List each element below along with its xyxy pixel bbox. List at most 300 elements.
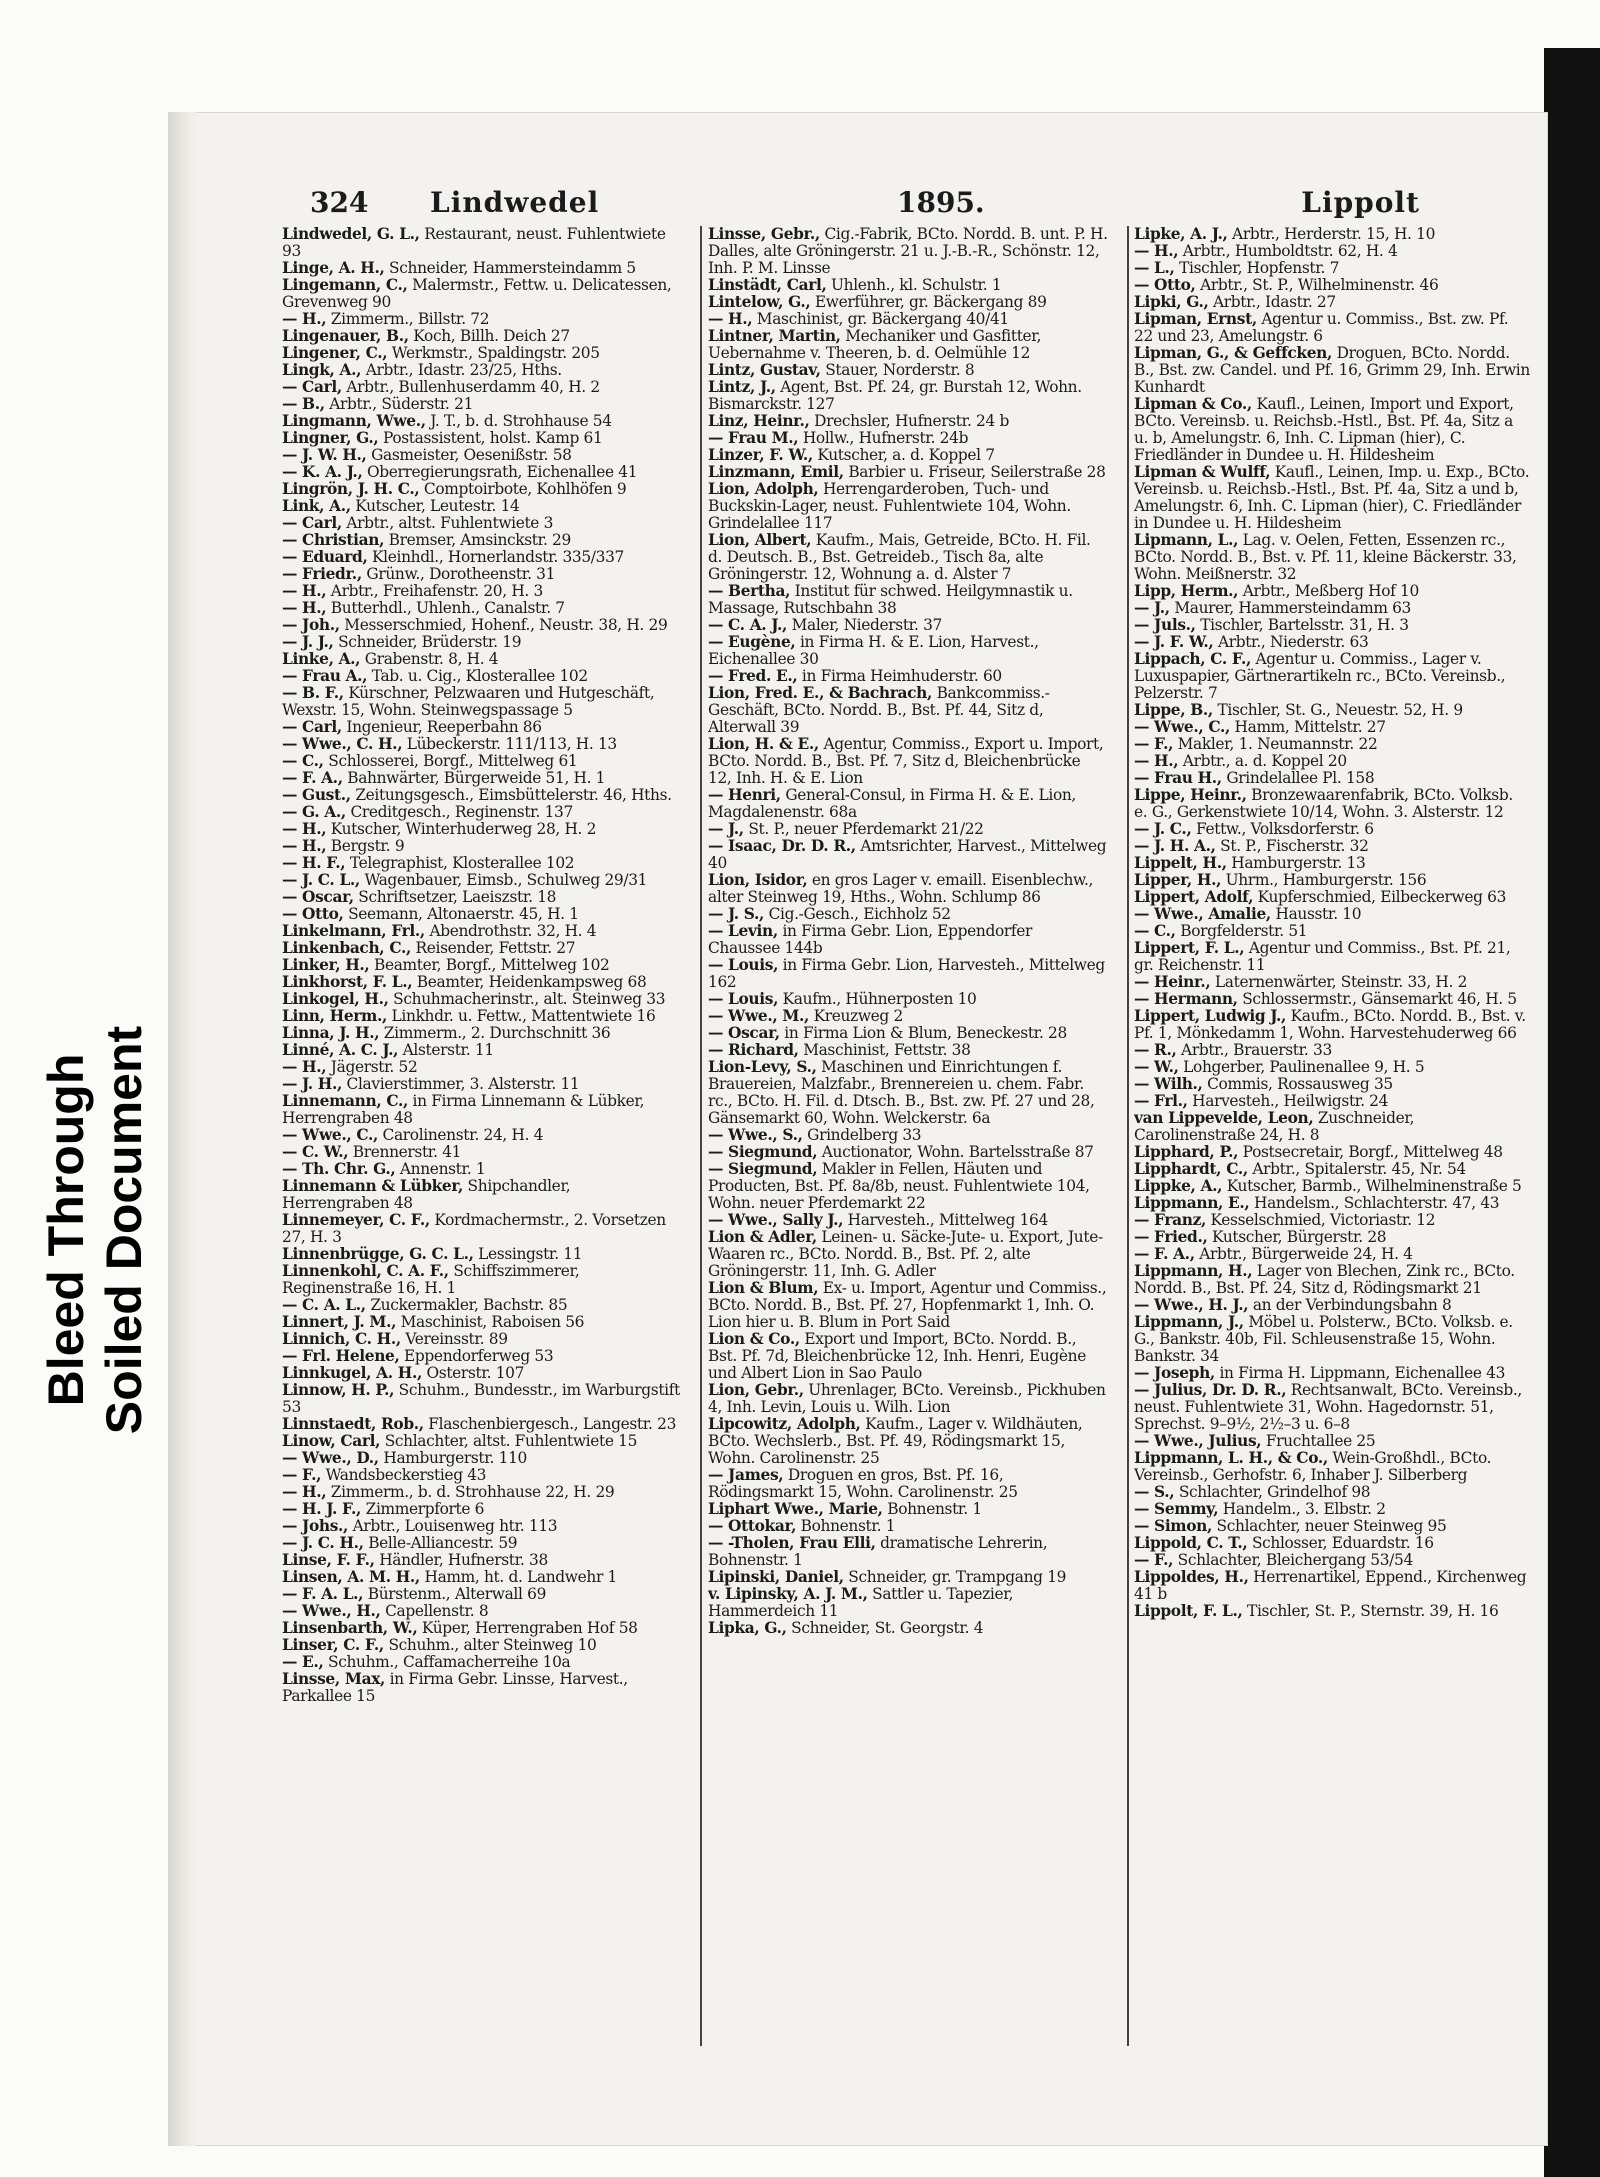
entry-name: Linné, A. C. J.,: [282, 1041, 399, 1059]
directory-entry: [282, 277, 682, 311]
condition-stamp: [40, 700, 150, 1760]
directory-entry: [1134, 940, 1530, 974]
entry-details: Uhlenh., kl. Schulstr. 1: [826, 276, 1002, 294]
entry-details: Malermstr., Fettw. u. Delicatessen, Grevenweg 90: [282, 276, 672, 311]
entry-details: in Firma H. Lippmann, Eichenallee 43: [1214, 1364, 1506, 1382]
entry-name: — Frl. Helene,: [282, 1347, 400, 1365]
entry-details: Vereinsstr. 89: [400, 1330, 508, 1348]
directory-entry: [708, 1144, 1108, 1161]
entry-details: Arbtr., a. d. Koppel 20: [1178, 752, 1347, 770]
entry-name: — Oscar,: [282, 888, 354, 906]
entry-details: Droguen, BCto. Nordd. B., Bst. zw. Candel. und Pf. 16, Grimm 29, Inh. Erwin Kunhardt: [1134, 344, 1530, 396]
directory-entry: [282, 1535, 682, 1552]
entry-name: — Fried.,: [1134, 1228, 1208, 1246]
entry-details: Ex- u. Import, Agentur und Commiss., BCto. Nordd. B., Bst. Pf. 27, Hopfenmarkt 1, Inh. O. Lion hier u. B. Blum in Port Said: [708, 1279, 1107, 1331]
entry-details: Schuhm., Caffamacherreihe 10a: [323, 1653, 571, 1671]
header-year: 1895.: [897, 186, 985, 219]
entry-details: Wandsbeckerstieg 43: [321, 1466, 487, 1484]
directory-entry: [708, 957, 1108, 991]
entry-details: Schuhm., Bundesstr., im Warburgstift 53: [282, 1381, 680, 1416]
directory-entry: [708, 1042, 1108, 1059]
directory-entry: [282, 1348, 682, 1365]
directory-entry: [1134, 906, 1530, 923]
entry-details: Capellenstr. 8: [380, 1602, 489, 1620]
entry-details: Schriftsetzer, Laeiszstr. 18: [353, 888, 557, 906]
directory-entry: [282, 430, 682, 447]
entry-name: Lippert, Ludwig J.,: [1134, 1007, 1287, 1025]
directory-entry: [1134, 1144, 1530, 1161]
entry-name: Lion, Gebr.,: [708, 1381, 804, 1399]
entry-details: Schlossermstr., Gänsemarkt 46, H. 5: [1237, 990, 1517, 1008]
directory-entry: [1134, 1042, 1530, 1059]
directory-entry: [708, 1569, 1108, 1586]
entry-name: Linge, A. H.,: [282, 259, 385, 277]
entry-name: Lipke, A. J.,: [1134, 226, 1228, 243]
entry-details: Agent, Bst. Pf. 24, gr. Burstah 12, Wohn. Bismarckstr. 127: [708, 378, 1082, 413]
entry-details: Hamm, Mittelstr. 27: [1230, 718, 1386, 736]
entry-name: — Frau M.,: [708, 429, 799, 447]
directory-entry: [282, 719, 682, 736]
entry-name: — S.,: [1134, 1483, 1175, 1501]
directory-entry: [282, 1161, 682, 1178]
entry-name: Linser, C. F.,: [282, 1636, 384, 1654]
entry-name: Linker, H.,: [282, 956, 370, 974]
entry-details: Schlachter, Grindelhof 98: [1174, 1483, 1371, 1501]
entry-name: Lingner, G.,: [282, 429, 379, 447]
directory-entry: [1134, 277, 1530, 294]
entry-name: — J. F. W.,: [1134, 633, 1214, 651]
directory-entry: [708, 821, 1108, 838]
directory-entry: [708, 1416, 1108, 1467]
directory-entry: [708, 1280, 1108, 1331]
entry-name: — Wwe., H.,: [282, 1602, 381, 1620]
entry-details: Clavierstimmer, 3. Alsterstr. 11: [342, 1075, 580, 1093]
page-gutter-shadow: [168, 112, 196, 2146]
directory-entry: [282, 515, 682, 532]
entry-details: Arbtr., Meßberg Hof 10: [1238, 582, 1419, 600]
entry-details: Schlosserei, Borgf., Mittelweg 61: [323, 752, 578, 770]
entry-name: Lipman, G., & Geffcken,: [1134, 344, 1333, 362]
directory-entry: [282, 311, 682, 328]
entry-details: Drechsler, Hufnerstr. 24 b: [809, 412, 1009, 430]
entry-details: in Firma Gebr. Lion, Harvesteh., Mittelweg 162: [708, 956, 1105, 991]
entry-name: — H.,: [282, 599, 327, 617]
entry-details: Zimmerm., Billstr. 72: [326, 310, 490, 328]
entry-name: — Julius, Dr. D. R.,: [1134, 1381, 1287, 1399]
entry-details: Bankcommiss.-Geschäft, BCto. Nordd. B., Bst. Pf. 44, Sitz d, Alterwall 39: [708, 684, 1050, 736]
entry-name: — H.,: [1134, 752, 1179, 770]
directory-entry: [708, 226, 1108, 277]
directory-entry: [708, 1535, 1108, 1569]
entry-details: Abendrothstr. 32, H. 4: [424, 922, 597, 940]
entry-name: — J. S.,: [708, 905, 765, 923]
entry-name: — J. H. A.,: [1134, 837, 1216, 855]
directory-entry: [708, 906, 1108, 923]
entry-details: Oberregierungsrath, Eichenallee 41: [362, 463, 638, 481]
directory-entry: [1134, 1246, 1530, 1263]
directory-entry: [708, 413, 1108, 430]
entry-details: Seemann, Altonaerstr. 45, H. 1: [343, 905, 579, 923]
entry-details: Kaufm., Lager v. Wildhäuten, BCto. Wechslerb., Bst. Pf. 49, Rödingsmarkt 15, Wohn. Carolinenstr. 25: [708, 1415, 1083, 1467]
entry-name: — Th. Chr. G.,: [282, 1160, 396, 1178]
entry-details: Annenstr. 1: [395, 1160, 486, 1178]
directory-entry: [282, 1331, 682, 1348]
directory-entry: [282, 1671, 682, 1705]
entry-details: Barbier u. Friseur, Seilerstraße 28: [843, 463, 1106, 481]
directory-entry: [1134, 702, 1530, 719]
entry-name: — H.,: [708, 310, 753, 328]
entry-details: Hollw., Hufnerstr. 24b: [798, 429, 969, 447]
directory-entry: [282, 1586, 682, 1603]
entry-details: Zimmerm., b. d. Strohhause 22, H. 29: [326, 1483, 615, 1501]
directory-entry: [708, 685, 1108, 736]
entry-details: Mechaniker und Gasfitter, Uebernahme v. Theeren, b. d. Oelmühle 12: [708, 327, 1042, 362]
directory-entry: [708, 1518, 1108, 1535]
entry-name: Linkelmann, Frl.,: [282, 922, 425, 940]
entry-details: Kesselschmied, Victoriastr. 12: [1205, 1211, 1436, 1229]
entry-name: — Wwe., C.,: [1134, 718, 1230, 736]
column-divider: [700, 226, 702, 2046]
entry-details: Amtsrichter, Harvest., Mittelweg 40: [708, 837, 1107, 872]
entry-details: Reisender, Fettstr. 27: [410, 939, 576, 957]
directory-entry: [1134, 600, 1530, 617]
entry-name: Lion, H. & E.,: [708, 735, 819, 753]
directory-entry: [282, 583, 682, 600]
entry-name: Lingk, A.,: [282, 361, 362, 379]
entry-name: Linn, Herm.,: [282, 1007, 388, 1025]
directory-entry: [282, 1501, 682, 1518]
directory-entry: [708, 481, 1108, 532]
entry-name: — Fred. E.,: [708, 667, 798, 685]
entry-details: Carolinenstr. 24, H. 4: [378, 1126, 544, 1144]
entry-details: Zeitungsgesch., Eimsbüttelerstr. 46, Hths.: [350, 786, 672, 804]
entry-name: Lippoldes, H.,: [1134, 1568, 1249, 1586]
entry-name: Lion, Fred. E., & Bachrach,: [708, 684, 933, 702]
entry-name: Linse, F. F.,: [282, 1551, 375, 1569]
directory-entry: [708, 617, 1108, 634]
entry-details: Harvesteh., Heilwigstr. 24: [1187, 1092, 1389, 1110]
entry-name: — Franz,: [1134, 1211, 1206, 1229]
entry-name: Lippe, B.,: [1134, 701, 1213, 719]
directory-entry: [282, 651, 682, 668]
entry-details: Koch, Billh. Deich 27: [408, 327, 570, 345]
entry-name: Lippert, Adolf,: [1134, 888, 1254, 906]
entry-details: Agentur und Commiss., Bst. Pf. 21, gr. Reichenstr. 11: [1134, 939, 1511, 974]
entry-details: Fruchtallee 25: [1261, 1432, 1376, 1450]
entry-details: Brennerstr. 41: [348, 1143, 462, 1161]
scan-border: [1544, 48, 1600, 2177]
directory-entry: [1134, 991, 1530, 1008]
directory-entry: [282, 634, 682, 651]
entry-name: — Levin,: [708, 922, 778, 940]
directory-entry: [1134, 1229, 1530, 1246]
directory-entry: [708, 532, 1108, 583]
directory-entry: [282, 1297, 682, 1314]
entry-details: Lohgerber, Paulinenallee 9, H. 5: [1178, 1058, 1425, 1076]
entry-details: Comptoirbote, Kohlhöfen 9: [419, 480, 627, 498]
entry-details: Arbtr., altst. Fuhlentwiete 3: [341, 514, 554, 532]
stamp-line-2: Soiled Document: [96, 1025, 152, 1435]
directory-entry: [708, 1620, 1108, 1637]
entry-name: — E.,: [282, 1653, 324, 1671]
entry-name: Linzmann, Emil,: [708, 463, 844, 481]
entry-name: Lion-Levy, S.,: [708, 1058, 817, 1076]
directory-entry: [1134, 1178, 1530, 1195]
entry-name: — Carl,: [282, 378, 342, 396]
entry-details: Schneider, gr. Trampgang 19: [843, 1568, 1067, 1586]
entry-details: Möbel u. Polsterw., BCto. Volksb. e. G., Bankstr. 40b, Fil. Schleusenstraße 15, Wohn. Bankstr. 34: [1134, 1313, 1513, 1365]
entry-details: Sattler u. Tapezier, Hammerdeich 11: [708, 1585, 1014, 1620]
entry-details: Tischler, Bartelsstr. 31, H. 3: [1195, 616, 1409, 634]
entry-details: Lag. v. Oelen, Fetten, Essenzen rc., BCto. Nordd. B., Bst. v. Pf. 11, kleine Bäckerstr. 33, Wohn. Meißnerstr. 32: [1134, 531, 1517, 583]
entry-name: — Wwe., S.,: [708, 1126, 803, 1144]
entry-details: Schneider, St. Georgstr. 4: [786, 1619, 984, 1637]
entry-details: Uhrenlager, BCto. Vereinsb., Pickhuben 4, Inh. Levin, Louis u. Wilh. Lion: [708, 1381, 1106, 1416]
entry-details: Tischler, St. P., Sternstr. 39, H. 16: [1242, 1602, 1499, 1620]
entry-name: — L.,: [1134, 259, 1175, 277]
entry-name: — Frau A.,: [282, 667, 368, 685]
entry-details: Beamter, Heidenkampsweg 68: [412, 973, 647, 991]
entry-details: Stauer, Norderstr. 8: [820, 361, 975, 379]
entry-name: — Carl,: [282, 718, 342, 736]
directory-entry: [1134, 736, 1530, 753]
entry-name: Lipman, Ernst,: [1134, 310, 1257, 328]
directory-entry: [282, 532, 682, 549]
entry-details: Fettw., Volksdorferstr. 6: [1191, 820, 1374, 838]
entry-details: Arbtr., Louisenweg htr. 113: [348, 1517, 558, 1535]
entry-details: Kreuzweg 2: [809, 1007, 903, 1025]
entry-name: Linsse, Max,: [282, 1670, 386, 1688]
directory-entry: [1134, 821, 1530, 838]
entry-details: Wagenbauer, Eimsb., Schulweg 29/31: [359, 871, 648, 889]
entry-details: Schlachter, altst. Fuhlentwiete 15: [380, 1432, 638, 1450]
entry-details: Gasmeister, Oesenißstr. 58: [366, 446, 572, 464]
entry-name: — H.,: [1134, 242, 1179, 260]
entry-details: Schlachter, Bleichergang 53/54: [1173, 1551, 1413, 1569]
entry-details: Kaufm., Hühnerposten 10: [778, 990, 977, 1008]
directory-entry: [282, 396, 682, 413]
entry-name: Lingenauer, B.,: [282, 327, 409, 345]
directory-entry: [708, 1059, 1108, 1127]
entry-details: Creditgesch., Reginenstr. 137: [345, 803, 573, 821]
directory-entry: [282, 923, 682, 940]
directory-entry: [1134, 1059, 1530, 1076]
page-header: [310, 185, 1420, 225]
entry-name: — J. C. H.,: [282, 1534, 364, 1552]
entry-name: — J. W. H.,: [282, 446, 367, 464]
entry-name: Lipman & Wulff,: [1134, 463, 1271, 481]
directory-entry: [708, 430, 1108, 447]
entry-name: — J.,: [708, 820, 744, 838]
directory-entry: [708, 1161, 1108, 1212]
entry-details: Telegraphist, Klosterallee 102: [345, 854, 575, 872]
entry-details: Cig.-Gesch., Eichholz 52: [764, 905, 951, 923]
entry-details: Commis, Rossausweg 35: [1202, 1075, 1393, 1093]
entry-name: v. Lipinsky, A. J. M.,: [708, 1585, 868, 1603]
entry-details: Maschinen und Einrichtungen f. Brauereien, Malzfabr., Brennereien u. chem. Fabr. rc., BCto. H. Fil. d. Dtsch. B., Bst. zw. Pf. 27 und 28, Gänsemarkt 60, Wohn. Welckerstr. 6a: [708, 1058, 1095, 1127]
entry-details: Jägerstr. 52: [326, 1058, 418, 1076]
directory-entry: [282, 379, 682, 396]
entry-details: Kupferschmied, Eilbeckerweg 63: [1253, 888, 1507, 906]
entry-details: Kutscher, Bürgerstr. 28: [1207, 1228, 1387, 1246]
entry-details: Uhrm., Hamburgerstr. 156: [1221, 871, 1427, 889]
directory-entry: [282, 1484, 682, 1501]
entry-name: Lippold, C. T.,: [1134, 1534, 1248, 1552]
directory-entry: [1134, 1484, 1530, 1501]
entry-name: — Siegmund,: [708, 1160, 818, 1178]
directory-entry: [1134, 226, 1530, 243]
directory-entry: [282, 447, 682, 464]
directory-entry: [708, 838, 1108, 872]
stamp-line-1: Bleed Through: [38, 1053, 94, 1407]
entry-details: Arbtr., Idastr. 27: [1208, 293, 1336, 311]
entry-details: Agentur u. Commiss., Lager v. Luxuspapier, Gärtnerartikeln rc., BCto. Vereinsb., Pelzerstr. 7: [1134, 650, 1506, 702]
directory-entry: [282, 736, 682, 753]
entry-name: Linna, J. H.,: [282, 1024, 380, 1042]
directory-entry: [282, 872, 682, 889]
entry-details: Tischler, Hopfenstr. 7: [1174, 259, 1340, 277]
entry-details: Laternenwärter, Steinstr. 33, H. 2: [1210, 973, 1468, 991]
entry-name: Lipinski, Daniel,: [708, 1568, 844, 1586]
directory-entry: [1134, 464, 1530, 532]
entry-details: Arbtr., Freihafenstr. 20, H. 3: [326, 582, 543, 600]
entry-details: Arbtr., Bullenhuserdamm 40, H. 2: [341, 378, 600, 396]
directory-entry: [1134, 1382, 1530, 1433]
entry-details: Arbtr., Bürgerweide 24, H. 4: [1194, 1245, 1413, 1263]
entry-details: Kutscher, Barmb., Wilhelminenstraße 5: [1222, 1177, 1522, 1195]
directory-entry: [282, 787, 682, 804]
directory-entry: [282, 600, 682, 617]
entry-details: Maler, Niederstr. 37: [787, 616, 942, 634]
entry-name: Lippmann, J.,: [1134, 1313, 1244, 1331]
directory-entry: [1134, 1076, 1530, 1093]
entry-details: Rechtsanwalt, BCto. Vereinsb., neust. Fuhlentwiete 31, Wohn. Hagedornstr. 51, Sprechst. 9–9½, 2½–3 u. 6–8: [1134, 1381, 1522, 1433]
entry-details: Schlosser, Eduardstr. 16: [1247, 1534, 1434, 1552]
directory-entry: [282, 413, 682, 430]
entry-details: Alsterstr. 11: [398, 1041, 494, 1059]
entry-details: Wein-Großhdl., BCto. Vereinsb., Gerhofstr. 6, Inhaber J. Silberberg: [1134, 1449, 1492, 1484]
entry-name: Lintelow, G.,: [708, 293, 811, 311]
directory-entry: [282, 498, 682, 515]
directory-entry: [1134, 1161, 1530, 1178]
directory-entry: [282, 464, 682, 481]
entry-name: Linnkugel, A. H.,: [282, 1364, 422, 1382]
entry-name: van Lippevelde, Leon,: [1134, 1109, 1314, 1127]
directory-entry: [282, 770, 682, 787]
entry-name: — F. A.,: [282, 769, 343, 787]
directory-entry: [282, 1076, 682, 1093]
entry-name: — Wilh.,: [1134, 1075, 1203, 1093]
entry-name: Linnemann, C.,: [282, 1092, 408, 1110]
entry-details: Werkmstr., Spaldingstr. 205: [387, 344, 600, 362]
entry-name: — Isaac, Dr. D. R.,: [708, 837, 856, 855]
entry-name: — F. A.,: [1134, 1245, 1195, 1263]
directory-entry: [282, 838, 682, 855]
directory-entry: [1134, 770, 1530, 787]
entry-name: Linke, A.,: [282, 650, 361, 668]
entry-details: Postsecretair, Borgf., Mittelweg 48: [1238, 1143, 1503, 1161]
directory-entry: [1134, 923, 1530, 940]
entry-name: Lion, Albert,: [708, 531, 812, 549]
entry-details: Cig.-Fabrik, BCto. Nordd. B. unt. P. H. Dalles, alte Gröningerstr. 21 u. J.-B.-R., Schönstr. 12, Inh. P. M. Linsse: [708, 226, 1108, 277]
directory-entry: [1134, 1569, 1530, 1603]
entry-details: Maschinist, Raboisen 56: [396, 1313, 585, 1331]
entry-details: Osterstr. 107: [421, 1364, 525, 1382]
entry-name: Lippert, F. L.,: [1134, 939, 1245, 957]
directory-entry: [282, 1433, 682, 1450]
entry-details: Hausstr. 10: [1270, 905, 1362, 923]
entry-details: Lessingstr. 11: [473, 1245, 583, 1263]
entry-name: Lingener, C.,: [282, 344, 388, 362]
entry-details: Schuhmacherinstr., alt. Steinweg 33: [388, 990, 666, 1008]
directory-entry: [282, 889, 682, 906]
directory-entry: [708, 447, 1108, 464]
directory-entry: [282, 940, 682, 957]
entry-name: — K. A. J.,: [282, 463, 363, 481]
directory-entry: [1134, 974, 1530, 991]
entry-details: Arbtr., Idastr. 23/25, Hths.: [361, 361, 562, 379]
entry-details: Messerschmied, Hohenf., Neustr. 38, H. 29: [339, 616, 668, 634]
entry-name: Linkhorst, F. L.,: [282, 973, 413, 991]
entry-details: Schneider, Brüderstr. 19: [333, 633, 522, 651]
entry-name: — C.,: [1134, 922, 1176, 940]
directory-entry: [282, 549, 682, 566]
entry-details: an der Verbindungsbahn 8: [1248, 1296, 1452, 1314]
entry-name: — R.,: [1134, 1041, 1177, 1059]
directory-entry: [708, 583, 1108, 617]
entry-name: Linnenbrügge, G. C. L.,: [282, 1245, 474, 1263]
entry-details: Agentur, Commiss., Export u. Import, BCto. Nordd. B., Bst. Pf. 7, Sitz d, Bleichenbrücke 12, Inh. H. & E. Lion: [708, 735, 1104, 787]
entry-name: — Frl.,: [1134, 1092, 1188, 1110]
entry-details: Restaurant, neust. Fuhlentwiete 93: [282, 226, 666, 260]
directory-entry: [282, 1042, 682, 1059]
directory-entry: [282, 328, 682, 345]
entry-name: — Joseph,: [1134, 1364, 1215, 1382]
entry-details: Leinen- u. Säcke-Jute- u. Export, Jute-Waaren rc., BCto. Nordd. B., Bst. Pf. 2, alte Gröningerstr. 11, Inh. G. Adler: [708, 1228, 1103, 1280]
directory-entry: [1134, 617, 1530, 634]
entry-name: — J. C.,: [1134, 820, 1192, 838]
directory-entry: [708, 294, 1108, 311]
entry-details: Institut für schwed. Heilgymnastik u. Massage, Rutschbahn 38: [708, 582, 1073, 617]
directory-entry: [282, 753, 682, 770]
directory-entry: [282, 1637, 682, 1654]
entry-name: — Wwe., Sally J.,: [708, 1211, 844, 1229]
entry-name: Lippke, A.,: [1134, 1177, 1223, 1195]
entry-details: Linkhdr. u. Fettw., Mattentwiete 16: [387, 1007, 656, 1025]
entry-details: Droguen en gros, Bst. Pf. 16, Rödingsmarkt 15, Wohn. Carolinenstr. 25: [708, 1466, 1018, 1501]
directory-entry: [708, 362, 1108, 379]
directory-entry: [1134, 1008, 1530, 1042]
entry-details: Arbtr., St. P., Wilhelminenstr. 46: [1195, 276, 1439, 294]
directory-entry: [1134, 1195, 1530, 1212]
directory-entry: [1134, 753, 1530, 770]
entry-details: Auctionator, Wohn. Bartelsstraße 87: [817, 1143, 1094, 1161]
entry-details: Maurer, Hammersteindamm 63: [1169, 599, 1411, 617]
entry-details: Herrenartikel, Eppend., Kirchenweg 41 b: [1134, 1568, 1527, 1603]
directory-entry: [282, 1552, 682, 1569]
entry-name: — J.,: [1134, 599, 1170, 617]
entry-details: J. T., b. d. Strohhause 54: [425, 412, 612, 430]
entry-name: Lippmann, E.,: [1134, 1194, 1250, 1212]
entry-details: Schiffszimmerer, Reginenstraße 16, H. 1: [282, 1262, 580, 1297]
directory-entry: [708, 379, 1108, 413]
entry-details: Shipchandler, Herrengraben 48: [282, 1177, 571, 1212]
entry-name: — Oscar,: [708, 1024, 780, 1042]
entry-name: — Eugène,: [708, 633, 796, 651]
directory-entry: [1134, 1263, 1530, 1297]
entry-name: Linkenbach, C.,: [282, 939, 411, 957]
entry-name: Lipcowitz, Adolph,: [708, 1415, 861, 1433]
